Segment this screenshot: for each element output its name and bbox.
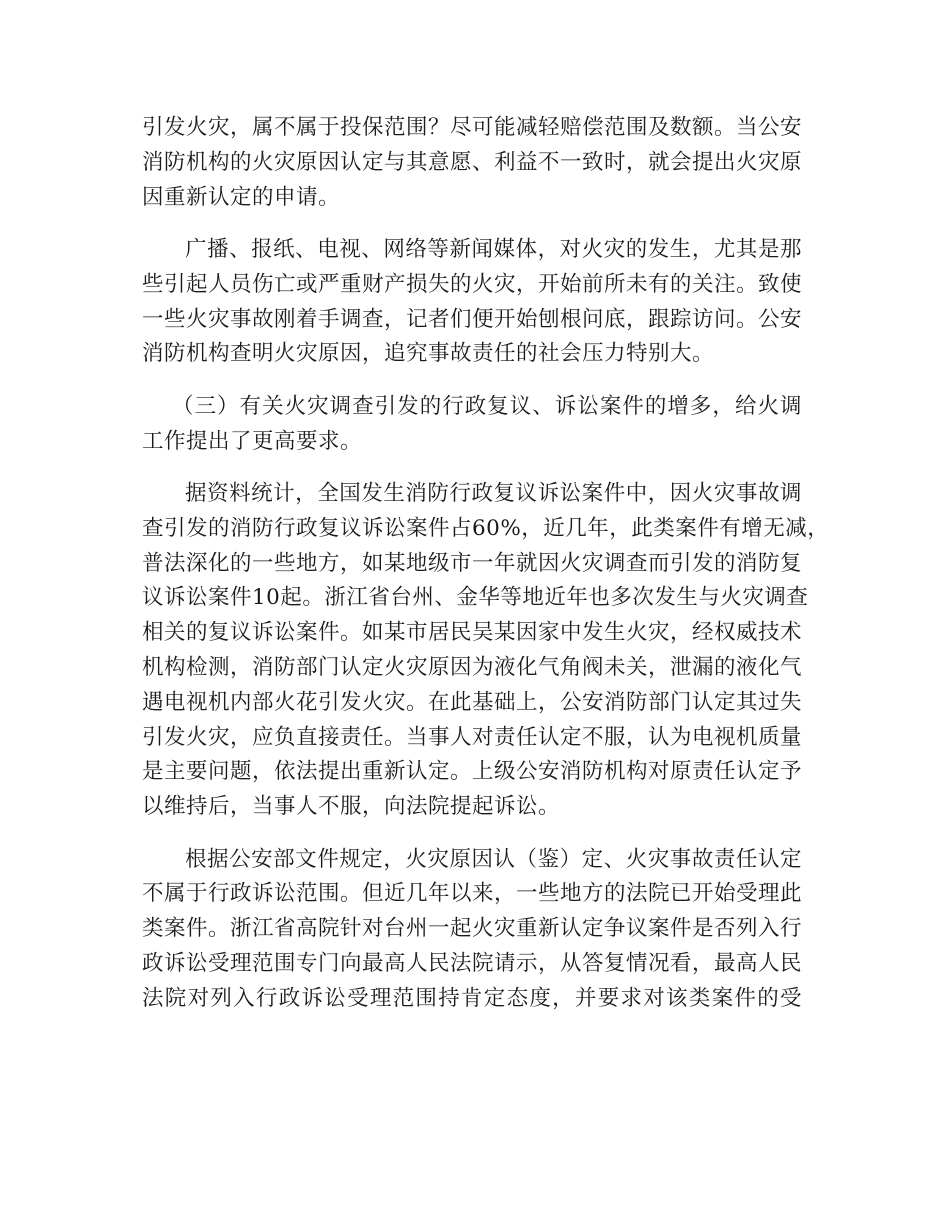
paragraph-court-acceptance	[142, 843, 802, 1017]
text-line: 是主要问题，依法提出重新认定。上级公安消防机构对原责任认定予	[142, 759, 803, 785]
text-line: 一些火灾事故刚着手调查，记者们便开始刨根问底，跟踪访问。公安	[142, 306, 803, 332]
paragraph-insurance-scope	[142, 111, 802, 215]
section-heading-three	[142, 390, 802, 460]
document-body	[142, 111, 830, 1034]
paragraph-statistics	[142, 477, 830, 825]
text-line: 据资料统计，全国发生消防行政复议诉讼案件中，因火灾事故调	[185, 480, 802, 506]
text-line: 消防机构查明火灾原因，追究事故责任的社会压力特别大。	[142, 341, 715, 367]
text-line: 政诉讼受理范围专门向最高人民法院请示，从答复情况看，最高人民	[142, 950, 803, 976]
text-line: 引发火灾，应负直接责任。当事人对责任认定不服，认为电视机质量	[142, 724, 803, 750]
text-line: 类案件。浙江省高院针对台州一起火灾重新认定争议案件是否列入行	[142, 916, 803, 942]
heading-line: （三）有关火灾调查引发的行政复议、诉讼案件的增多，给火调	[172, 393, 802, 419]
text-line: 法院对列入行政诉讼受理范围持肯定态度，并要求对该类案件的受	[142, 985, 802, 1011]
text-line: 查引发的消防行政复议诉讼案件占60%，近几年，此类案件有增无减，	[142, 515, 830, 541]
text-line: 相关的复议诉讼案件。如某市居民吴某因家中发生火灾，经权威技术	[142, 620, 803, 646]
text-line: 消防机构的火灾原因认定与其意愿、利益不一致时，就会提出火灾原	[142, 149, 803, 175]
text-line: 议诉讼案件10起。浙江省台州、金华等地近年也多次发生与火灾调查	[142, 585, 809, 611]
text-line: 引发火灾，属不属于投保范围？尽可能减轻赔偿范围及数额。当公安	[142, 115, 803, 140]
text-line: 普法深化的一些地方，如某地级市一年就因火灾调查而引发的消防复	[142, 550, 803, 576]
text-line: 遇电视机内部火花引发火灾。在此基础上，公安消防部门认定其过失	[142, 689, 803, 715]
text-line: 以维持后，当事人不服，向法院提起诉讼。	[142, 794, 561, 820]
text-line: 机构检测，消防部门认定火灾原因为液化气角阀未关，泄漏的液化气	[142, 654, 803, 680]
text-line: 广播、报纸、电视、网络等新闻媒体，对火灾的发生，尤其是那	[185, 236, 802, 262]
heading-line: 工作提出了更高要求。	[142, 428, 363, 454]
text-line: 不属于行政诉讼范围。但近几年以来，一些地方的法院已开始受理此	[142, 881, 803, 907]
text-line: 因重新认定的申请。	[142, 184, 341, 210]
paragraph-media-attention	[142, 233, 802, 372]
text-line: 些引起人员伤亡或严重财产损失的火灾，开始前所未有的关注。致使	[142, 271, 803, 297]
text-line: 根据公安部文件规定，火灾原因认（鉴）定、火灾事故责任认定	[185, 846, 802, 872]
